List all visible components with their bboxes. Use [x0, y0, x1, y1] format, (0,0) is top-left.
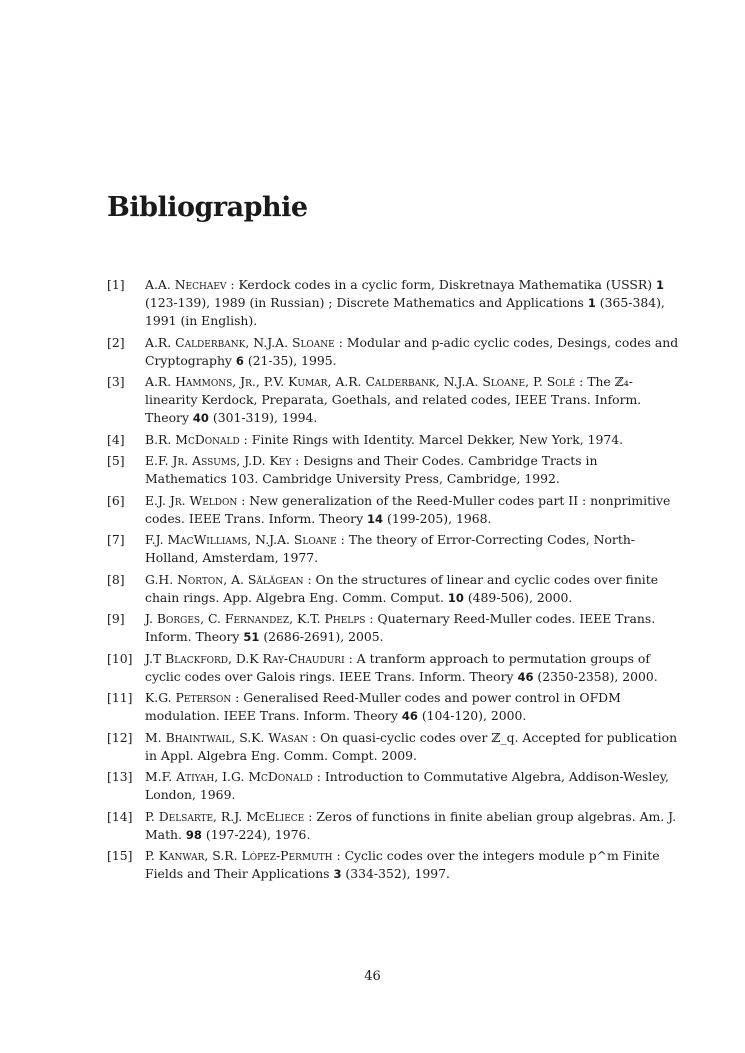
entry-fragment: (489-506), 2000. — [463, 589, 573, 605]
author-name: Sloane — [291, 334, 335, 350]
author-name: McDonald — [175, 431, 240, 447]
bibliography-entry — [107, 492, 679, 528]
volume-number: 40 — [192, 411, 209, 425]
author-name: Sloane — [482, 374, 526, 389]
author-name: Calderbank — [175, 334, 246, 350]
entry-fragment: P. — [145, 848, 159, 863]
entry-text — [145, 531, 679, 567]
entry-text — [145, 276, 679, 330]
bibliography-entry — [107, 571, 679, 607]
entry-fragment: (334-352), 1997. — [341, 866, 450, 881]
author-name: McDonald — [248, 769, 313, 784]
entry-fragment: : The — [575, 374, 615, 389]
volume-number: 1 — [656, 278, 665, 292]
entry-text — [145, 729, 679, 765]
entry-fragment: (301-319), 1994. — [208, 410, 318, 425]
entry-text — [145, 847, 679, 883]
author-name: Delsarte — [158, 808, 214, 824]
bibliography-entry — [107, 431, 679, 449]
entry-number: [7] — [107, 532, 125, 547]
entry-fragment: , D.K — [227, 650, 263, 666]
entry-fragment: , J.D. — [236, 453, 270, 468]
entry-number: [12] — [107, 729, 133, 745]
author-name: Wasan — [268, 729, 309, 745]
author-name: López-Permuth — [241, 848, 333, 863]
entry-fragment: E.F. — [145, 453, 173, 468]
volume-number: 14 — [367, 511, 384, 526]
entry-fragment: , N.J.A. — [435, 374, 483, 389]
entry-fragment: , N.J.A. — [247, 532, 294, 547]
bibliography-entry — [107, 650, 679, 686]
entry-fragment: M. — [145, 729, 166, 745]
entry-text — [145, 650, 679, 686]
author-name: Borges — [156, 611, 201, 626]
entry-fragment: (199-205), 1968. — [383, 510, 492, 526]
entry-fragment: G.H. — [145, 571, 178, 587]
entry-fragment: (123-139), 1989 (in Russian) ; Discrete Mathematics and Applications — [145, 295, 588, 310]
entry-fragment: K.G. — [145, 690, 176, 705]
entry-number: [13] — [107, 769, 133, 784]
entry-fragment: A.A. — [145, 277, 175, 292]
entry-fragment: : Kerdock codes in a cyclic form, Diskretnaya Mathematika (USSR) — [226, 277, 657, 292]
author-name: Nechaev — [174, 277, 227, 292]
entry-number: [14] — [107, 808, 133, 824]
entry-text — [145, 373, 679, 427]
bibliography-entry — [107, 610, 679, 646]
entry-text — [145, 689, 679, 725]
bibliography-list — [107, 276, 679, 887]
entry-fragment: : Generalised Reed-Muller codes and power control in OFDM modulation. IEEE Trans. Inform. Theory — [145, 690, 621, 723]
entry-fragment: : Introduction to Commutative Algebra, Addison-Wesley, London, 1969. — [145, 769, 669, 802]
entry-fragment: , C. — [200, 611, 225, 626]
entry-fragment: M.F. — [145, 769, 177, 784]
page-number: 46 — [364, 969, 381, 984]
author-name: Blackford — [165, 650, 228, 666]
volume-number: 10 — [447, 590, 464, 605]
author-name: Jr. Assums — [172, 453, 237, 468]
entry-fragment: B.R. — [145, 431, 176, 447]
entry-fragment: : Finite Rings with Identity. Marcel Dekker, New York, 1974. — [239, 431, 624, 447]
author-name: Sălăgean — [247, 571, 304, 587]
entry-fragment: P. — [145, 808, 159, 824]
entry-text — [145, 334, 679, 370]
entry-fragment: , A.R. — [327, 374, 366, 389]
bibliography-entry — [107, 689, 679, 725]
entry-number: [1] — [107, 277, 125, 292]
entry-fragment: A.R. — [145, 374, 176, 389]
entry-fragment: : New generalization of the Reed-Muller codes part II : nonprimitive codes. IEEE Trans. Inform. Theory — [145, 492, 671, 526]
entry-number: [6] — [107, 492, 125, 508]
entry-text — [145, 768, 679, 804]
entry-number: [10] — [107, 650, 133, 666]
author-name: Key — [269, 453, 292, 468]
entry-fragment: , S.R. — [204, 848, 242, 863]
entry-fragment: ℤ₄ — [614, 374, 629, 389]
entry-number: [15] — [107, 848, 133, 863]
volume-number: 1 — [587, 296, 596, 310]
entry-number: [8] — [107, 571, 125, 587]
entry-fragment: , S.K. — [231, 729, 269, 745]
bibliography-entry — [107, 276, 679, 330]
author-name: Sloane — [293, 532, 337, 547]
volume-number: 3 — [333, 867, 342, 881]
entry-fragment: -linearity Kerdock, Preparata, Goethals, and related codes, IEEE Trans. Inform. Theory — [145, 374, 642, 425]
entry-fragment: J. — [145, 611, 157, 626]
author-name: Solé — [546, 374, 576, 389]
bibliography-entry — [107, 334, 679, 370]
entry-text — [145, 492, 679, 528]
bibliography-entry — [107, 452, 679, 488]
author-name: MacWilliams — [167, 532, 248, 547]
author-name: Kanwar — [158, 848, 205, 863]
author-name: Norton — [177, 571, 224, 587]
entry-fragment: : On the structures of linear and cyclic codes over finite chain rings. App. Algebra Eng. Comm. Comput. — [145, 571, 659, 605]
entry-fragment: : Cyclic codes over the integers module p^m Finite Fields and Their Applications — [145, 848, 660, 881]
bibliography-entry — [107, 847, 679, 883]
entry-fragment: : Modular and p-adic cyclic codes, Desings, codes and Cryptography — [145, 334, 679, 368]
entry-number: [4] — [107, 431, 125, 447]
entry-text — [145, 571, 679, 607]
bibliography-entry — [107, 531, 679, 567]
entry-text — [145, 808, 679, 844]
volume-number: 51 — [243, 630, 260, 644]
author-name: McEliece — [246, 808, 305, 824]
entry-fragment: : Designs and Their Codes. Cambridge Tracts in Mathematics 103. Cambridge University Press, Cambridge, 1992. — [145, 453, 598, 486]
author-name: Jr. Weldon — [169, 492, 238, 508]
entry-fragment: (2686-2691), 2005. — [259, 629, 384, 644]
author-name: Peterson — [175, 690, 232, 705]
entry-text — [145, 452, 679, 488]
volume-number: 46 — [517, 669, 534, 684]
page-title: Bibliographie — [107, 192, 308, 223]
author-name: Atiyah — [176, 769, 215, 784]
entry-fragment: , P. — [525, 374, 547, 389]
entry-number: [9] — [107, 611, 125, 626]
entry-fragment: , P.V. — [255, 374, 289, 389]
entry-fragment: , R.J. — [213, 808, 247, 824]
entry-fragment: F.J. — [145, 532, 168, 547]
entry-fragment: : On quasi-cyclic codes over — [308, 729, 492, 745]
entry-fragment: . Accepted for publication in Appl. Algebra Eng. Comm. Compt. 2009. — [145, 729, 678, 763]
author-name: Bhaintwail — [165, 729, 232, 745]
author-name: Hammons, Jr. — [175, 374, 256, 389]
author-name: Fernandez — [224, 611, 290, 626]
entry-number: [5] — [107, 453, 125, 468]
bibliography-entry — [107, 729, 679, 765]
entry-fragment: (197-224), 1976. — [201, 826, 311, 842]
volume-number: 6 — [235, 353, 244, 368]
entry-fragment: (21-35), 1995. — [243, 352, 337, 368]
entry-fragment: , N.J.A. — [245, 334, 292, 350]
author-name: Phelps — [324, 611, 366, 626]
entry-fragment: (365-384), 1991 (in English). — [145, 295, 665, 328]
entry-text — [145, 431, 679, 449]
entry-number: [2] — [107, 334, 125, 350]
author-name: Kumar — [288, 374, 328, 389]
entry-fragment: (2350-2358), 2000. — [533, 668, 658, 684]
entry-fragment: : Quaternary Reed-Muller codes. IEEE Trans. Inform. Theory — [145, 611, 656, 644]
entry-fragment: (104-120), 2000. — [417, 708, 527, 723]
entry-number: [11] — [107, 690, 133, 705]
entry-fragment: ℤ_q — [491, 729, 515, 745]
entry-fragment: , I.G. — [214, 769, 249, 784]
bibliography-entry — [107, 373, 679, 427]
author-name: Calderbank — [365, 374, 436, 389]
entry-fragment: : The theory of Error-Correcting Codes, North-Holland, Amsterdam, 1977. — [145, 532, 635, 565]
entry-fragment: A.R. — [145, 334, 176, 350]
entry-text — [145, 610, 679, 646]
entry-fragment: , K.T. — [289, 611, 325, 626]
bibliography-entry — [107, 808, 679, 844]
volume-number: 98 — [185, 827, 202, 842]
entry-fragment: : Zeros of functions in finite abelian group algebras. Am. J. Math. — [145, 808, 677, 842]
entry-fragment: E.J. — [145, 492, 170, 508]
entry-fragment: , A. — [223, 571, 248, 587]
entry-fragment: J.T — [145, 650, 166, 666]
entry-number: [3] — [107, 374, 125, 389]
entry-fragment: : A tranform approach to permutation groups of cyclic codes over Galois rings. IEEE Trans. Inform. Theory — [145, 650, 650, 684]
author-name: Ray-Chauduri — [262, 650, 345, 666]
volume-number: 46 — [401, 709, 418, 723]
bibliography-entry — [107, 768, 679, 804]
